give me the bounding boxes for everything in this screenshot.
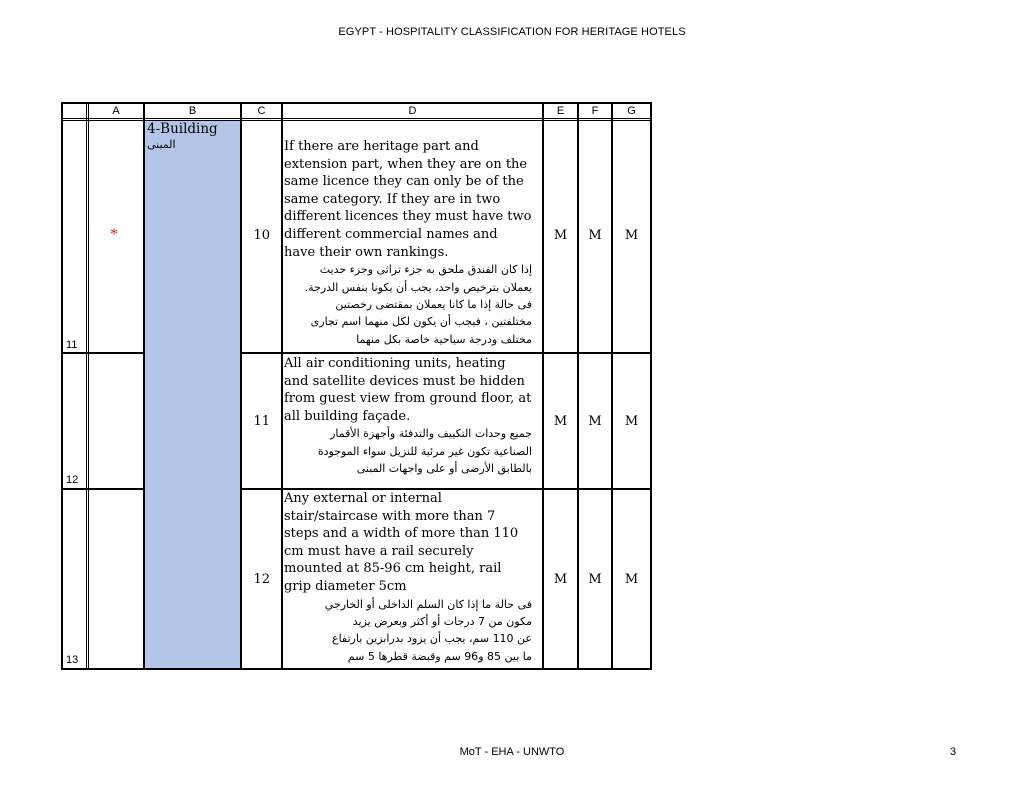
requirement-text-ar-line: جميع وحدات التكييف والتدفئة وأجهزة الأقمار <box>330 427 532 441</box>
page-footer: MoT - EHA - UNWTO <box>459 746 565 758</box>
column-header-b: B <box>188 105 197 117</box>
asterisk-marker: * <box>110 226 118 243</box>
mark-e: M <box>553 414 568 429</box>
requirement-text-ar-line: مختلفتين ، فيجب أن يكون لكل منهما اسم تجارى <box>310 315 532 329</box>
mark-e: M <box>553 228 568 243</box>
row-number: 12 <box>66 474 79 486</box>
mark-f: M <box>588 572 602 587</box>
requirement-number: 12 <box>253 572 270 587</box>
category-label-en: 4-Building <box>147 121 218 137</box>
row-number: 11 <box>66 339 78 351</box>
mark-g: M <box>624 572 639 587</box>
mark-e: M <box>553 572 568 587</box>
requirement-text <box>284 138 627 348</box>
page-title: EGYPT - HOSPITALITY CLASSIFICATION FOR HERITAGE HOTELS <box>338 26 686 38</box>
grid-line <box>143 102 145 670</box>
mark-g: M <box>624 228 639 243</box>
mark-g: M <box>624 414 639 429</box>
requirement-text-ar-line: مكون من 7 درجات أو أكثر وبعرض يزيد <box>352 614 532 628</box>
requirement-text-ar-line: الصناعية تكون غير مرئية للنزيل سواء الموجودة <box>317 444 532 458</box>
grid-line <box>61 352 145 354</box>
grid-line <box>61 668 652 670</box>
category-label-ar: المبنى <box>147 138 176 151</box>
requirement-number: 11 <box>253 414 270 429</box>
requirement-text-en: Any external or internal stair/staircase with more than 7 steps and a width of more than 110 cm must have a rail securely mounted at 85-96 cm height, rail grip diameter 5cm <box>284 491 519 594</box>
grid-line <box>61 102 63 670</box>
grid-line <box>281 102 283 670</box>
mark-f: M <box>588 414 602 429</box>
column-header-f: F <box>591 105 599 117</box>
requirement-text-ar-line: مختلف ودرجة سياحية خاصة بكل منهما <box>356 332 532 346</box>
spreadsheet-table <box>61 102 652 670</box>
requirement-text-en: If there are heritage part and extension part, when they are on the same licence they can only be of the same category. If they are in two different licences they must have two different commercial names and have their own rankings. <box>284 139 532 260</box>
row-number: 13 <box>66 654 79 666</box>
page-number: 3 <box>950 746 957 758</box>
requirement-text-ar-line: فى حالة إذا ما كانا يعملان بمقتضى رخصتين <box>335 297 532 311</box>
requirement-text-ar-line: بالطابق الأرضى أو على واجهات المبنى <box>356 462 532 476</box>
column-header-e: E <box>556 105 565 117</box>
grid-line <box>61 488 145 490</box>
grid-line <box>88 102 89 670</box>
column-header-d: D <box>408 105 417 117</box>
requirement-text-ar-line: عن 110 سم، يجب أن يزود بدرابزين بارتفاع <box>332 632 532 646</box>
grid-line <box>240 352 652 354</box>
requirement-number: 10 <box>253 228 270 243</box>
grid-line <box>86 102 87 670</box>
grid-line <box>240 102 242 670</box>
requirement-text-ar-line: ما بين 85 و96 سم وقبضة قطرها 5 سم <box>347 649 532 663</box>
requirement-text-ar-line: يعملان بترخيص واحد، يجب أن يكونا بنفس الدرجة. <box>304 280 532 294</box>
mark-f: M <box>588 228 602 243</box>
category-cell-fill <box>145 121 240 670</box>
grid-line <box>650 102 652 670</box>
requirement-text-ar-line: فى حالة ما إذا كان السلم الداخلى أو الخارجي <box>324 597 532 611</box>
column-header-c: C <box>257 105 266 117</box>
column-header-g: G <box>627 105 636 117</box>
column-header-a: A <box>112 105 120 117</box>
grid-line <box>61 118 652 119</box>
requirement-text-ar-line: إذا كان الفندق ملحق به جزء تراثى وجزء حديث <box>319 263 532 277</box>
requirement-text-en: All air conditioning units, heating and satellite devices must be hidden from guest view from ground floor, at all building façade. <box>284 356 532 424</box>
